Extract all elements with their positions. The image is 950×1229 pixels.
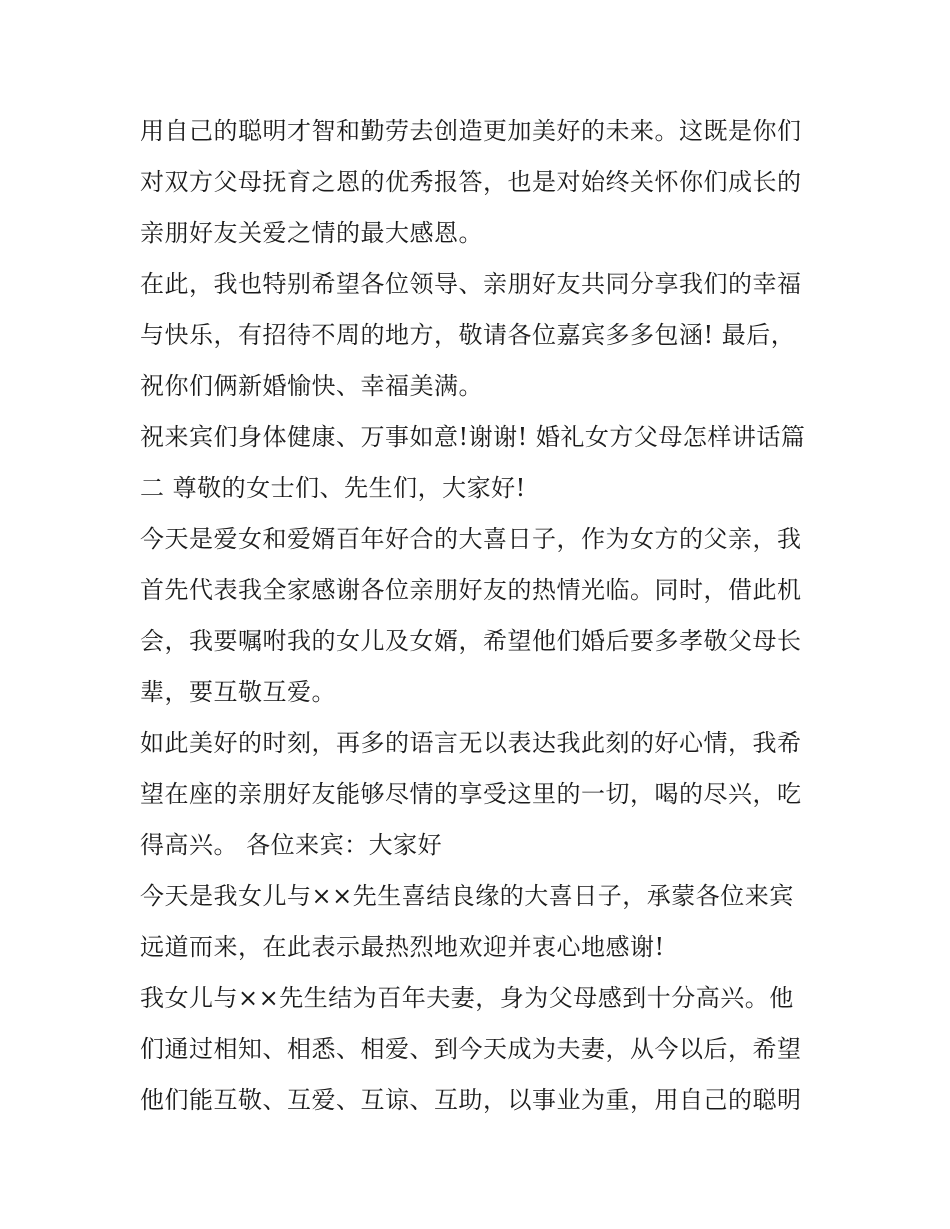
text-line: 他们能互敬、互爱、互谅、互助，以事业为重，用自己的聪明 [140,1086,802,1114]
text-line: 们通过相知、相悉、相爱、到今天成为夫妻，从今以后，希望 [140,1035,802,1063]
text-line: 对双方父母抚育之恩的优秀报答，也是对始终关怀你们成长的 [140,168,802,196]
text-line: 今天是我女儿与××先生喜结良缘的大喜日子，承蒙各位来宾 [140,882,794,910]
text-line: 二 尊敬的女士们、先生们，大家好! [140,474,526,502]
text-line: 今天是爱女和爱婿百年好合的大喜日子，作为女方的父亲，我 [140,525,802,553]
text-line: 得高兴。 各位来宾：大家好 [140,831,443,859]
text-line: 祝你们俩新婚愉快、幸福美满。 [140,372,483,400]
text-line: 与快乐，有招待不周的地方，敬请各位嘉宾多多包涵! 最后， [140,321,796,349]
body-text [140,106,820,1126]
text-line: 祝来宾们身体健康、万事如意!谢谢! 婚礼女方父母怎样讲话篇 [140,423,806,451]
text-line: 会，我要嘱咐我的女儿及女婿，希望他们婚后要多孝敬父母长 [140,627,802,655]
text-line: 望在座的亲朋好友能够尽情的享受这里的一切，喝的尽兴，吃 [140,780,802,808]
text-line: 亲朋好友关爱之情的最大感恩。 [140,219,483,247]
text-line: 辈，要互敬互爱。 [140,678,336,706]
text-line: 用自己的聪明才智和勤劳去创造更加美好的未来。这既是你们 [140,117,802,145]
text-line: 在此，我也特别希望各位领导、亲朋好友共同分享我们的幸福 [140,270,802,298]
text-line: 远道而来，在此表示最热烈地欢迎并衷心地感谢! [140,933,665,961]
text-line: 我女儿与××先生结为百年夫妻，身为父母感到十分高兴。他 [140,984,794,1012]
text-line: 首先代表我全家感谢各位亲朋好友的热情光临。同时，借此机 [140,576,802,604]
text-line: 如此美好的时刻，再多的语言无以表达我此刻的好心情，我希 [140,729,802,757]
